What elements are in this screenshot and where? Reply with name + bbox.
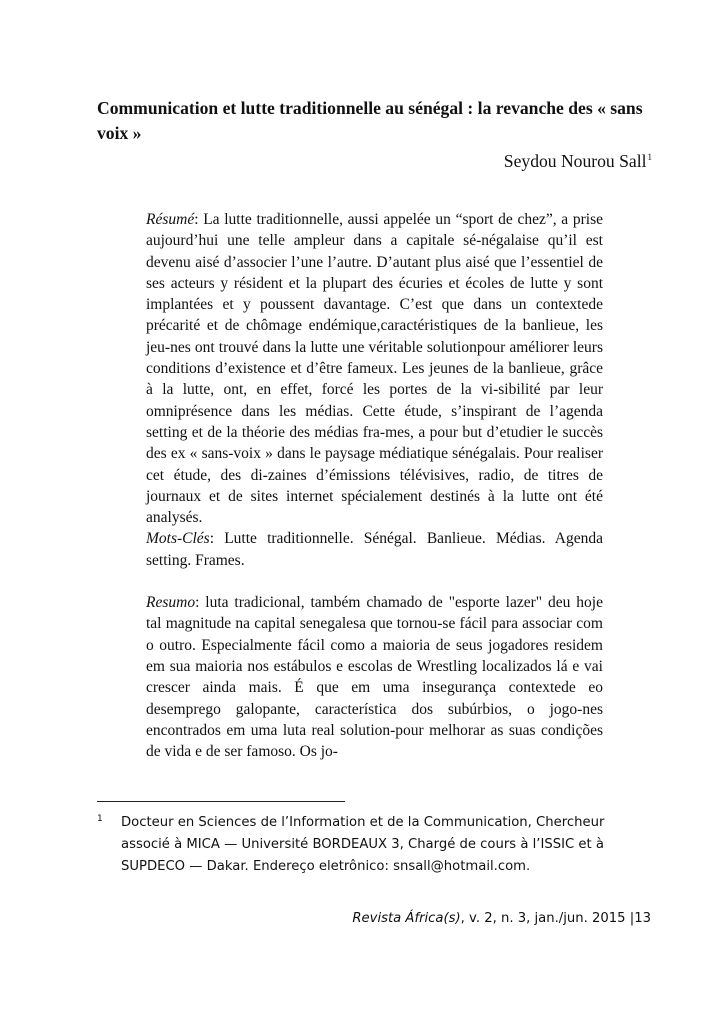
abstract-label: Résumé xyxy=(146,211,195,228)
footnote-mark: 1 xyxy=(647,152,652,162)
page-footer xyxy=(352,911,651,926)
keywords-text: : Lutte traditionnelle. Sénégal. Banlieue. Médias. Agenda setting. Frames. xyxy=(146,530,603,569)
abstract-french xyxy=(146,209,603,528)
abstract-portuguese xyxy=(146,592,603,762)
paragraph-gap xyxy=(146,571,603,592)
issue-info: , v. 2, n. 3, jan./jun. 2015 | xyxy=(460,911,635,926)
footnote-number: 1 xyxy=(97,814,103,824)
article-title: Communication et lutte traditionnelle au sénégal : la revanche des « sans voix » xyxy=(97,98,643,143)
resumo-label: Resumo xyxy=(146,594,196,612)
footnote xyxy=(97,812,653,878)
journal-name: Revista África(s) xyxy=(352,911,461,926)
footnote-divider xyxy=(97,801,345,802)
abstract-block xyxy=(146,209,603,762)
keywords-french xyxy=(146,528,603,571)
page-number: 13 xyxy=(634,911,651,926)
abstract-text: : La lutte traditionnelle, aussi appelée un “sport de chez”, a prise aujourd’hui une telle ampleur dans a capitale sé-négalaise qu’il est devenu aisé d’associer l’une l’autre. D’autant plus aisé que l’essentiel de ses acteurs y résident et la plupart des écuries et écoles de lutte y sont implantées et y poussent davantage. C’est que dans un contextede précarité et de chômage endémique,caractéristiques de la banlieue, les jeu-nes ont trouvé dans la lutte une véritable solutionpour améliorer leurs conditions d’existence et d’être fameux. Les jeunes de la banlieue, grâce à la lutte, ont, en effet, forcé les portes de la vi-sibilité par leur omniprésence dans les médias. Cette étude, s’inspirant de l’agenda setting et de la théorie des médias fra-mes, a pour but d’etudier le succès des ex « sans-voix » dans le paysage médiatique sénégalais. Pour realiser cet étude, des di-zaines d’émissions télévisives, radio, de titres de journaux et de sites internet spécialement destinés à la lutte ont été analysés. xyxy=(146,211,603,527)
author-line xyxy=(504,151,652,172)
author-name: Seydou Nourou Sall xyxy=(503,151,647,171)
resumo-text: : luta tradicional, também chamado de "esporte lazer" deu hoje tal magnitude na capital senegalesa que tornou-se fácil para associar com o outro. Especialmente fácil como a maioria de seus jogadores residem em sua maioria nos estábulos e escolas de Wrestling localizados lá e vai crescer ainda mais. É que em uma insegurança contextede eo desemprego galopante, característica dos subúrbios, o jogo-nes encontrados em uma luta real solution-pour melhorar as suas condições de vida e de ser famoso. Os jo- xyxy=(146,594,603,761)
keywords-label: Mots-Clés xyxy=(146,530,210,548)
footnote-text: Docteur en Sciences de l’Information et de la Communication, Chercheur associé à MICA — Université BORDEAUX 3, Chargé de cours à l’ISSIC et à SUPDECO — Dakar. Endereço eletrônico: snsall@hotmail.com. xyxy=(121,815,605,874)
